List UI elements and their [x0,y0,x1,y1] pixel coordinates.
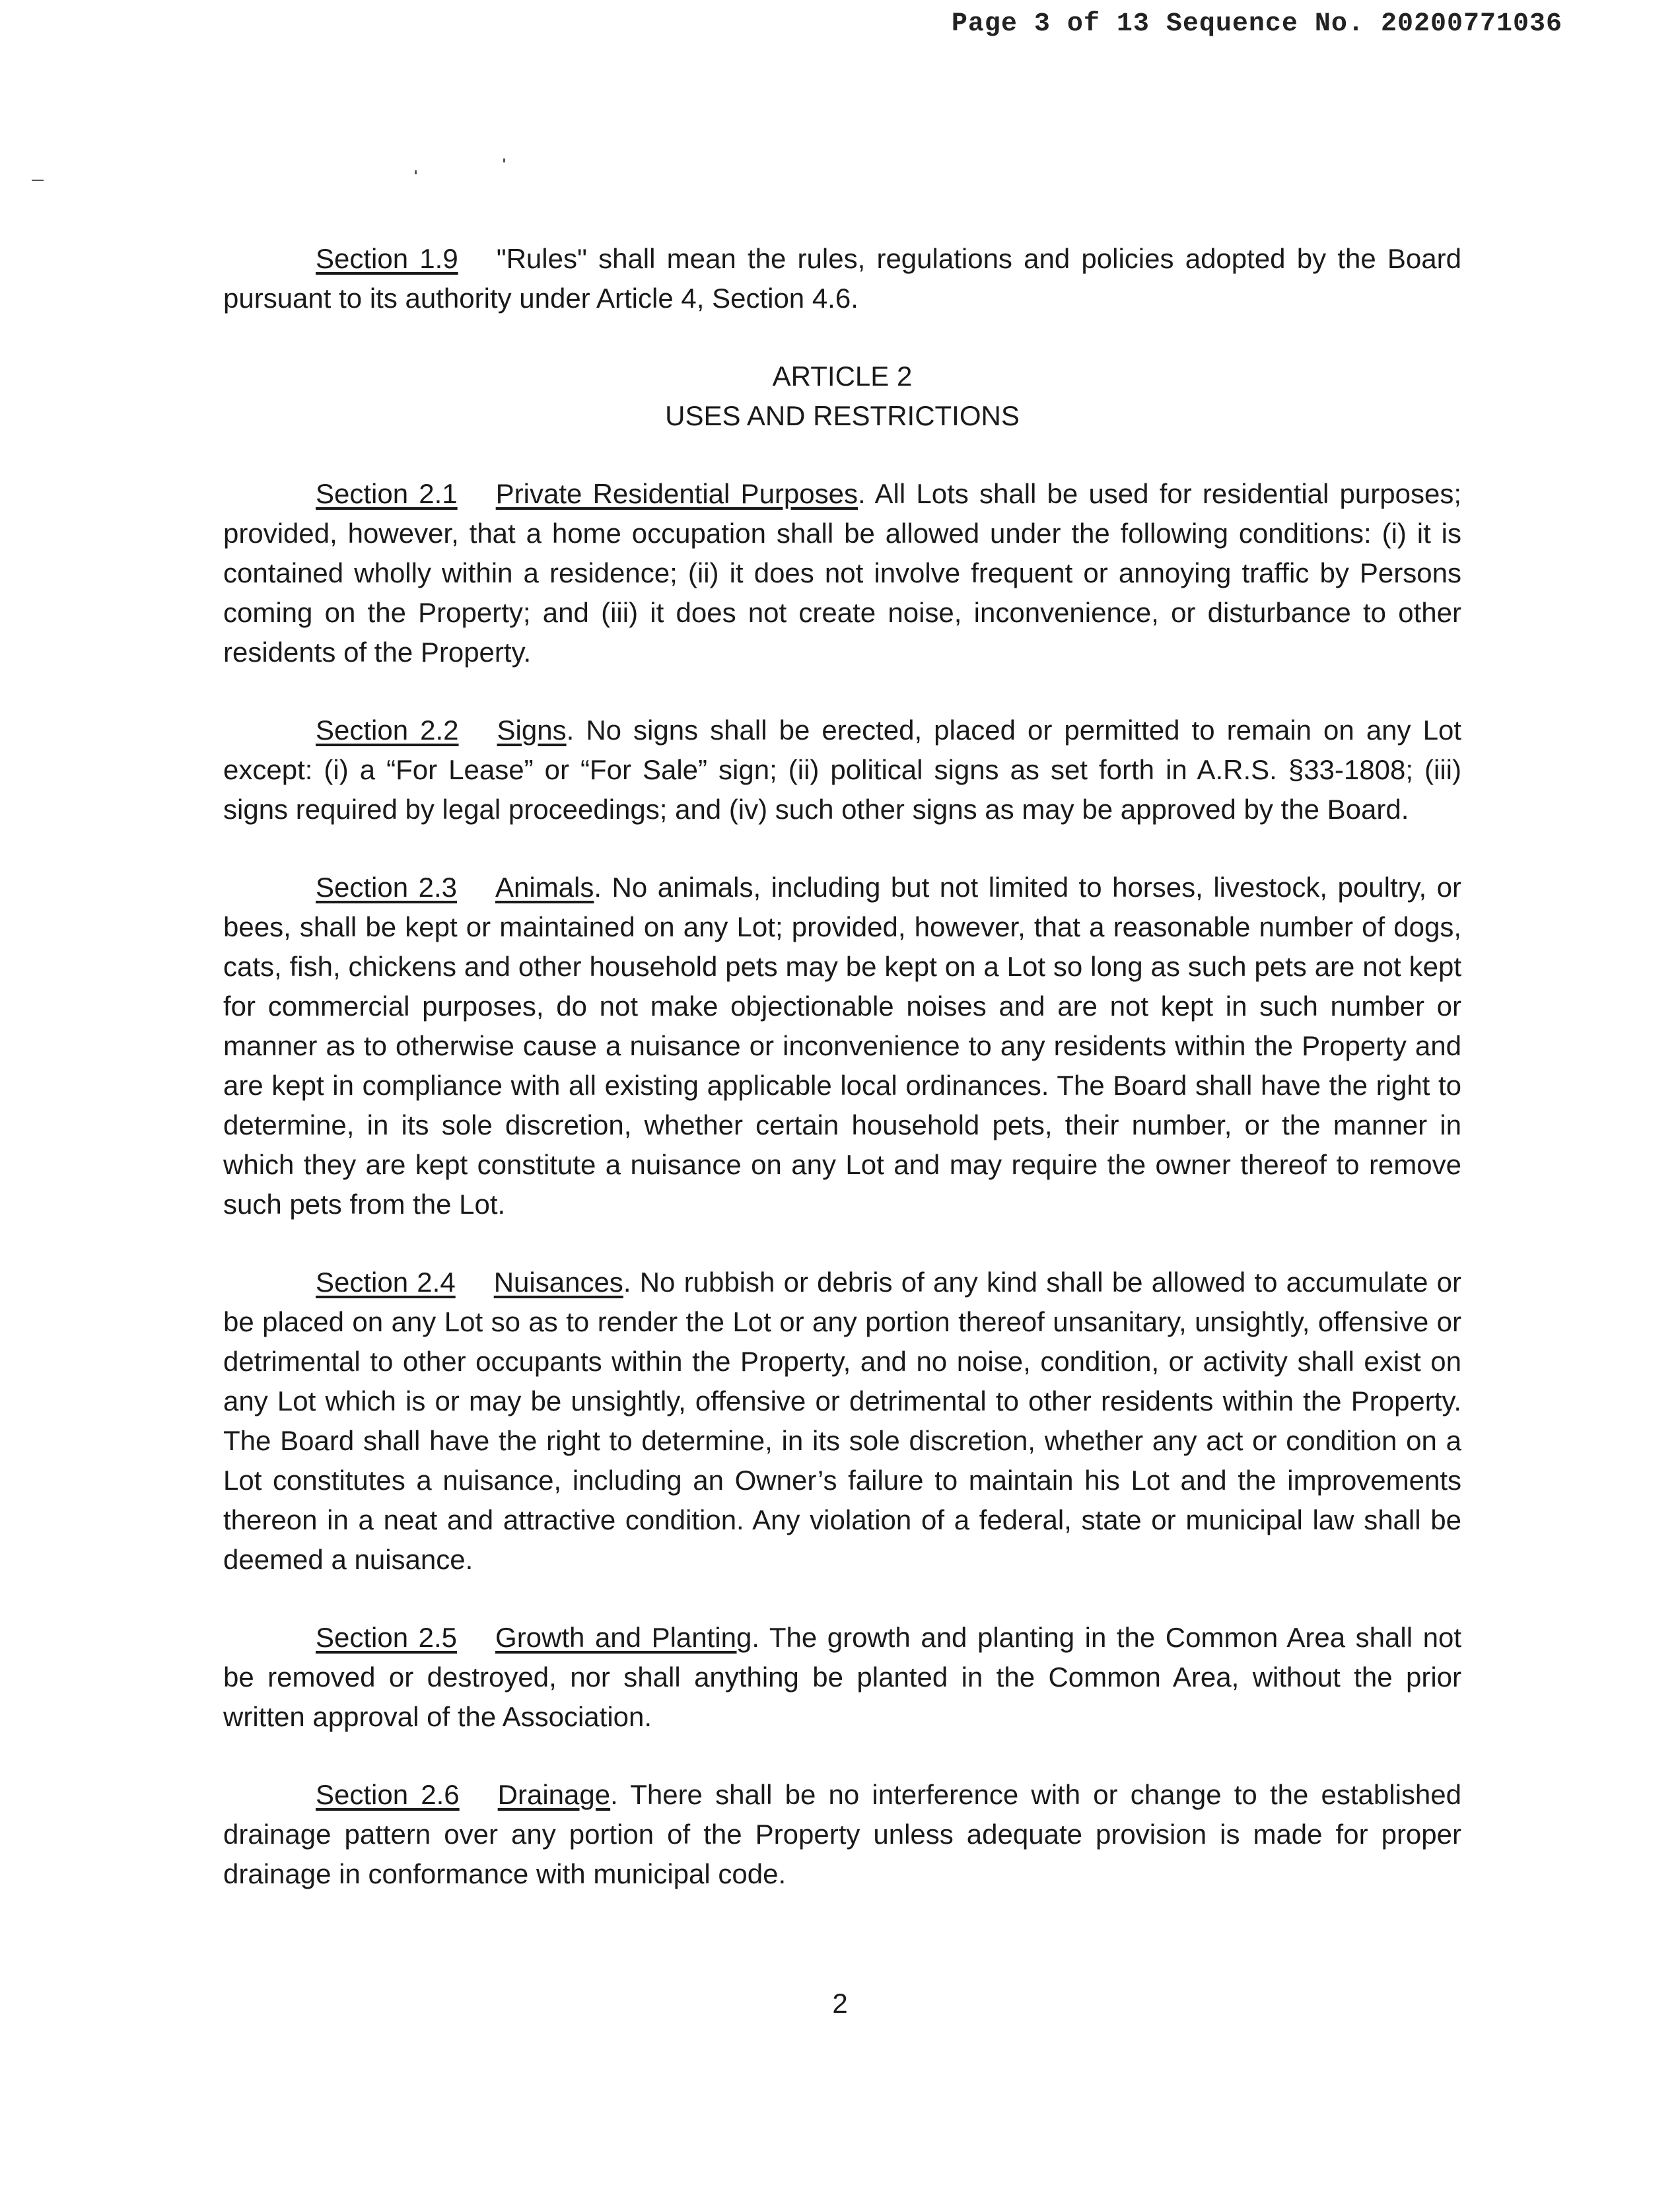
scan-artifact-mark [32,180,44,181]
section-number: Section 1.9 [316,243,458,274]
section-2-5 [223,1618,1461,1737]
section-text: . No rubbish or debris of any kind shall be allowed to accumulate or be placed on any Lot so as to render the Lot or any portion thereof unsanitary, unsightly, offensive or detrimental to other occupants within the Property, and no noise, condition, or activity shall exist on any Lot which is or may be unsightly, offensive or detrimental to other residents within the Property. The Board shall have the right to determine, in its sole discretion, whether any act or condition on a Lot constitutes a nuisance, including an Owner’s failure to maintain his Lot and the improvements thereon in a neat and attractive condition. Any violation of a federal, state or municipal law shall be deemed a nuisance. [223,1267,1461,1575]
section-text: . There shall be no interference with or change to the established drainage pattern over any portion of the Property unless adequate provision is made for proper drainage in conformance with municipal code. [223,1779,1461,1889]
section-title: Drainage [497,1779,611,1810]
section-number: Section 2.6 [316,1779,460,1810]
scan-artifact-mark [503,158,505,162]
section-2-1 [223,474,1461,672]
section-title: Nuisances [493,1267,623,1298]
section-title: Growth and Planting [495,1622,752,1653]
page-number: 2 [832,1988,848,2019]
scan-artifact-mark [415,170,417,174]
section-number: Section 2.1 [316,478,458,509]
section-text: . No animals, including but not limited to horses, livestock, poultry, or bees, shall be kept or maintained on any Lot; provided, however, that a reasonable number of dogs, cats, fish, chickens and other household pets may be kept on a Lot so long as such pets are not kept for commercial purposes, do not make objectionable noises and are not kept in such number or manner as to otherwise cause a nuisance or inconvenience to any residents within the Property and are kept in compliance with all existing applicable local ordinances. The Board shall have the right to determine, in its sole discretion, whether certain household pets, their number, or the manner in which they are kept constitute a nuisance on any Lot and may require the owner thereof to remove such pets from the Lot. [223,872,1461,1220]
section-number: Section 2.3 [316,872,457,903]
section-1-9 [223,239,1461,318]
section-2-6 [223,1775,1461,1894]
section-2-2 [223,711,1461,829]
document-body [223,239,1461,1932]
section-number: Section 2.4 [316,1267,456,1298]
section-2-3 [223,868,1461,1224]
section-text: . The growth and planting in the Common Area shall not be removed or destroyed, nor shall anything be planted in the Common Area, without the prior written approval of the Association. [223,1622,1461,1732]
section-text: "Rules" shall mean the rules, regulations and policies adopted by the Board pursuant to its authority under Article 4, Section 4.6. [223,243,1461,314]
section-text: . All Lots shall be used for residential purposes; provided, however, that a home occupation shall be allowed under the following conditions: (i) it is contained wholly within a residence; (ii) it does not involve frequent or annoying traffic by Persons coming on the Property; and (iii) it does not create noise, inconvenience, or disturbance to other residents of the Property. [223,478,1461,668]
article-number: ARTICLE 2 [772,361,913,392]
section-text: . No signs shall be erected, placed or permitted to remain on any Lot except: (i) a “For Lease” or “For Sale” sign; (ii) political signs as set forth in A.R.S. §33-1808; (iii) signs required by legal proceedings; and (iv) such other signs as may be approved by the Board. [223,715,1461,825]
page-sequence-stamp: Page 3 of 13 Sequence No. 20200771036 [951,9,1562,39]
section-title: Signs [497,715,567,746]
article-heading [223,357,1461,436]
section-number: Section 2.5 [316,1622,458,1653]
section-number: Section 2.2 [316,715,459,746]
section-title: Animals [495,872,594,903]
section-2-4 [223,1263,1461,1580]
article-title: USES AND RESTRICTIONS [665,400,1020,431]
section-title: Private Residential Purposes [495,478,858,509]
